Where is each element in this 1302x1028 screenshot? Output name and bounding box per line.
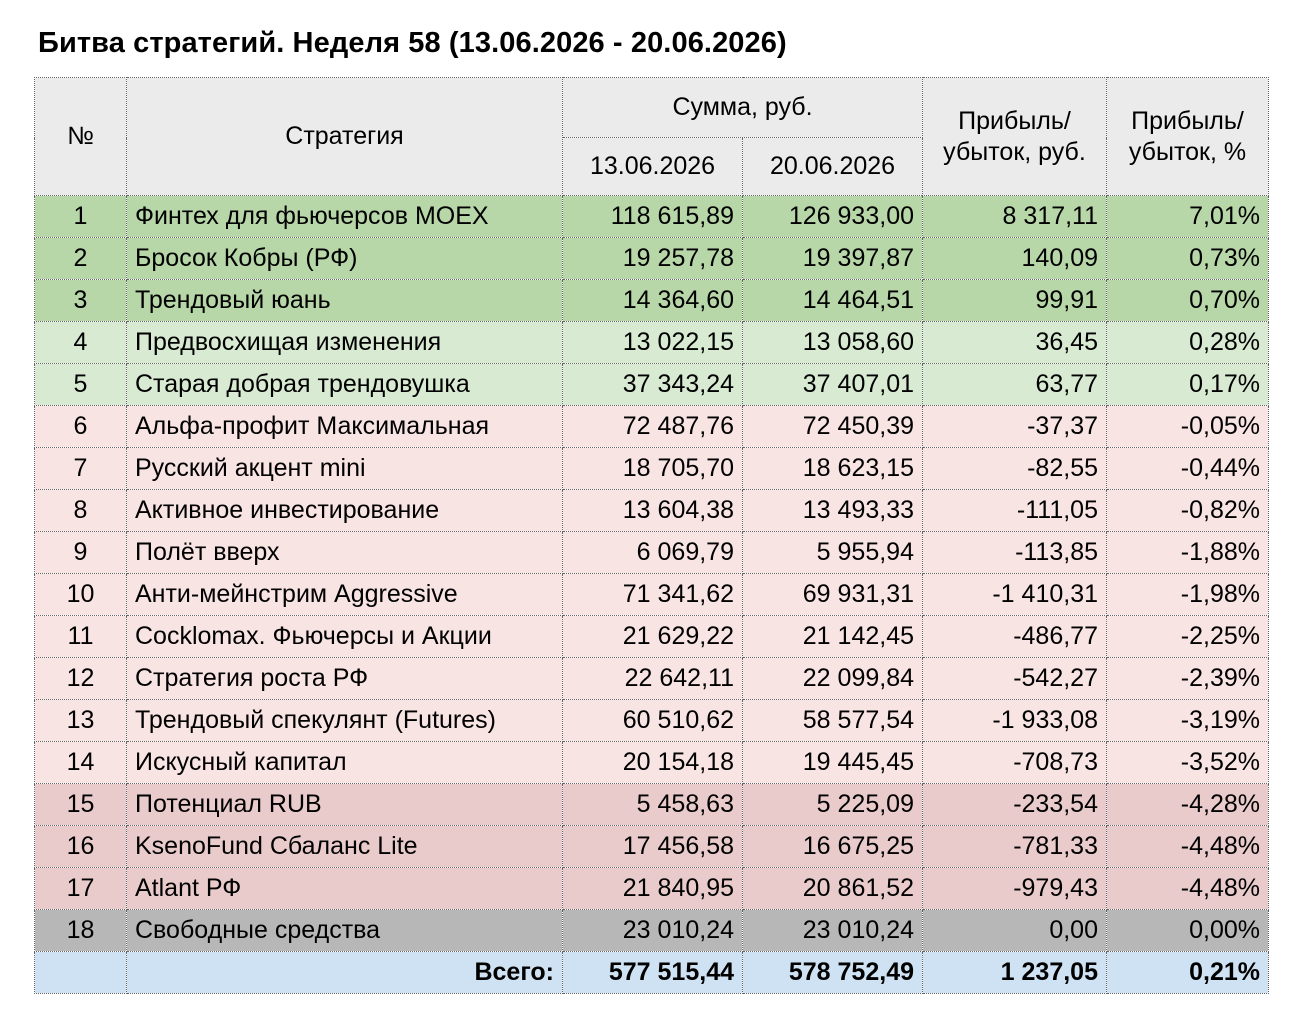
row-pnl-rub: -486,77 — [923, 616, 1107, 658]
row-strategy: Свободные средства — [127, 910, 563, 952]
row-sum-end: 72 450,39 — [743, 406, 923, 448]
row-pnl-rub: 36,45 — [923, 322, 1107, 364]
row-sum-end: 22 099,84 — [743, 658, 923, 700]
strategies-table — [34, 77, 1269, 994]
total-label: Всего: — [127, 952, 563, 994]
row-sum-end: 20 861,52 — [743, 868, 923, 910]
table-row — [35, 490, 1269, 532]
row-strategy: Трендовый спекулянт (Futures) — [127, 700, 563, 742]
row-sum-start: 60 510,62 — [563, 700, 743, 742]
row-sum-start: 5 458,63 — [563, 784, 743, 826]
row-pnl-rub: -1 933,08 — [923, 700, 1107, 742]
row-pnl-pct: -4,28% — [1107, 784, 1269, 826]
row-sum-end: 14 464,51 — [743, 280, 923, 322]
header-num: № — [35, 78, 127, 196]
row-strategy: Бросок Кобры (РФ) — [127, 238, 563, 280]
row-num: 4 — [35, 322, 127, 364]
row-sum-start: 18 705,70 — [563, 448, 743, 490]
row-pnl-pct: 0,28% — [1107, 322, 1269, 364]
row-pnl-pct: -2,39% — [1107, 658, 1269, 700]
row-sum-start: 13 604,38 — [563, 490, 743, 532]
row-sum-start: 71 341,62 — [563, 574, 743, 616]
row-pnl-pct: -0,44% — [1107, 448, 1269, 490]
row-pnl-pct: -1,88% — [1107, 532, 1269, 574]
row-sum-end: 13 493,33 — [743, 490, 923, 532]
row-pnl-rub: 8 317,11 — [923, 196, 1107, 238]
row-pnl-rub: -979,43 — [923, 868, 1107, 910]
row-pnl-rub: 63,77 — [923, 364, 1107, 406]
row-sum-end: 23 010,24 — [743, 910, 923, 952]
table-row — [35, 238, 1269, 280]
row-pnl-pct: -1,98% — [1107, 574, 1269, 616]
table-row — [35, 280, 1269, 322]
row-pnl-rub: 99,91 — [923, 280, 1107, 322]
row-sum-end: 16 675,25 — [743, 826, 923, 868]
row-strategy: Русский акцент mini — [127, 448, 563, 490]
row-pnl-rub: -111,05 — [923, 490, 1107, 532]
row-strategy: Активное инвестирование — [127, 490, 563, 532]
row-num: 18 — [35, 910, 127, 952]
table-row — [35, 910, 1269, 952]
table-row — [35, 364, 1269, 406]
row-sum-start: 72 487,76 — [563, 406, 743, 448]
row-num: 8 — [35, 490, 127, 532]
row-pnl-rub: -542,27 — [923, 658, 1107, 700]
row-pnl-rub: -233,54 — [923, 784, 1107, 826]
header-pnl-rub — [923, 78, 1107, 196]
header-date-end: 20.06.2026 — [743, 138, 923, 196]
row-pnl-pct: -0,05% — [1107, 406, 1269, 448]
row-sum-end: 69 931,31 — [743, 574, 923, 616]
row-num: 17 — [35, 868, 127, 910]
table-row — [35, 448, 1269, 490]
row-strategy: Потенциал RUB — [127, 784, 563, 826]
total-pct: 0,21% — [1107, 952, 1269, 994]
row-num: 6 — [35, 406, 127, 448]
row-pnl-rub: -708,73 — [923, 742, 1107, 784]
row-num: 14 — [35, 742, 127, 784]
total-pnl: 1 237,05 — [923, 952, 1107, 994]
row-num: 16 — [35, 826, 127, 868]
row-sum-start: 13 022,15 — [563, 322, 743, 364]
row-sum-end: 5 225,09 — [743, 784, 923, 826]
table-row — [35, 196, 1269, 238]
row-pnl-pct: 7,01% — [1107, 196, 1269, 238]
row-sum-start: 19 257,78 — [563, 238, 743, 280]
row-strategy: KsenoFund Сбаланс Lite — [127, 826, 563, 868]
row-num: 11 — [35, 616, 127, 658]
row-sum-start: 20 154,18 — [563, 742, 743, 784]
row-strategy: Финтех для фьючерсов MOEX — [127, 196, 563, 238]
row-num: 7 — [35, 448, 127, 490]
table-row — [35, 742, 1269, 784]
row-pnl-rub: 0,00 — [923, 910, 1107, 952]
row-num: 12 — [35, 658, 127, 700]
row-strategy: Полёт вверх — [127, 532, 563, 574]
row-pnl-pct: -3,52% — [1107, 742, 1269, 784]
row-strategy: Cocklomax. Фьючерсы и Акции — [127, 616, 563, 658]
row-sum-end: 19 445,45 — [743, 742, 923, 784]
row-strategy: Альфа-профит Максимальная — [127, 406, 563, 448]
row-pnl-pct: 0,73% — [1107, 238, 1269, 280]
header-pnl-pct — [1107, 78, 1269, 196]
row-sum-start: 118 615,89 — [563, 196, 743, 238]
table-row — [35, 784, 1269, 826]
table-row — [35, 658, 1269, 700]
row-num: 5 — [35, 364, 127, 406]
row-num: 10 — [35, 574, 127, 616]
table-row — [35, 826, 1269, 868]
page-title: Битва стратегий. Неделя 58 (13.06.2026 - 20.06.2026) — [38, 27, 787, 59]
row-sum-end: 58 577,54 — [743, 700, 923, 742]
row-strategy: Искусный капитал — [127, 742, 563, 784]
row-pnl-rub: -1 410,31 — [923, 574, 1107, 616]
row-sum-start: 17 456,58 — [563, 826, 743, 868]
row-sum-end: 18 623,15 — [743, 448, 923, 490]
total-start: 577 515,44 — [563, 952, 743, 994]
row-num: 9 — [35, 532, 127, 574]
header-pnl-pct-line2: убыток, % — [1128, 137, 1247, 166]
row-pnl-pct: -2,25% — [1107, 616, 1269, 658]
table-row — [35, 574, 1269, 616]
total-row — [35, 952, 1269, 994]
header-pnl-rub-line1: Прибыль/ — [958, 106, 1071, 135]
row-sum-start: 22 642,11 — [563, 658, 743, 700]
row-num: 2 — [35, 238, 127, 280]
row-strategy: Стратегия роста РФ — [127, 658, 563, 700]
header-sum: Сумма, руб. — [563, 78, 923, 138]
row-sum-end: 5 955,94 — [743, 532, 923, 574]
row-pnl-rub: -82,55 — [923, 448, 1107, 490]
row-sum-end: 13 058,60 — [743, 322, 923, 364]
row-sum-end: 19 397,87 — [743, 238, 923, 280]
row-strategy: Atlant РФ — [127, 868, 563, 910]
row-pnl-rub: -781,33 — [923, 826, 1107, 868]
table-row — [35, 322, 1269, 364]
row-sum-start: 21 840,95 — [563, 868, 743, 910]
row-pnl-pct: -0,82% — [1107, 490, 1269, 532]
row-pnl-pct: 0,00% — [1107, 910, 1269, 952]
row-pnl-pct: -4,48% — [1107, 826, 1269, 868]
row-num: 15 — [35, 784, 127, 826]
total-num — [35, 952, 127, 994]
row-sum-end: 37 407,01 — [743, 364, 923, 406]
row-pnl-pct: -3,19% — [1107, 700, 1269, 742]
header-pnl-rub-line2: убыток, руб. — [943, 137, 1086, 166]
row-pnl-pct: 0,17% — [1107, 364, 1269, 406]
header-date-start: 13.06.2026 — [563, 138, 743, 196]
table-header — [35, 78, 1269, 196]
table-body — [35, 196, 1269, 952]
row-strategy: Анти-мейнстрим Aggressive — [127, 574, 563, 616]
row-num: 3 — [35, 280, 127, 322]
row-strategy: Трендовый юань — [127, 280, 563, 322]
row-pnl-pct: 0,70% — [1107, 280, 1269, 322]
row-sum-end: 21 142,45 — [743, 616, 923, 658]
row-pnl-rub: 140,09 — [923, 238, 1107, 280]
row-strategy: Предвосхищая изменения — [127, 322, 563, 364]
table-row — [35, 616, 1269, 658]
row-pnl-rub: -37,37 — [923, 406, 1107, 448]
row-num: 13 — [35, 700, 127, 742]
row-sum-start: 37 343,24 — [563, 364, 743, 406]
total-end: 578 752,49 — [743, 952, 923, 994]
row-sum-start: 21 629,22 — [563, 616, 743, 658]
table-row — [35, 406, 1269, 448]
row-strategy: Старая добрая трендовушка — [127, 364, 563, 406]
row-sum-start: 23 010,24 — [563, 910, 743, 952]
table-row — [35, 532, 1269, 574]
header-pnl-pct-line1: Прибыль/ — [1131, 106, 1244, 135]
row-sum-start: 14 364,60 — [563, 280, 743, 322]
row-sum-end: 126 933,00 — [743, 196, 923, 238]
row-num: 1 — [35, 196, 127, 238]
row-pnl-pct: -4,48% — [1107, 868, 1269, 910]
table-row — [35, 868, 1269, 910]
header-strategy: Стратегия — [127, 78, 563, 196]
table-row — [35, 700, 1269, 742]
row-sum-start: 6 069,79 — [563, 532, 743, 574]
row-pnl-rub: -113,85 — [923, 532, 1107, 574]
